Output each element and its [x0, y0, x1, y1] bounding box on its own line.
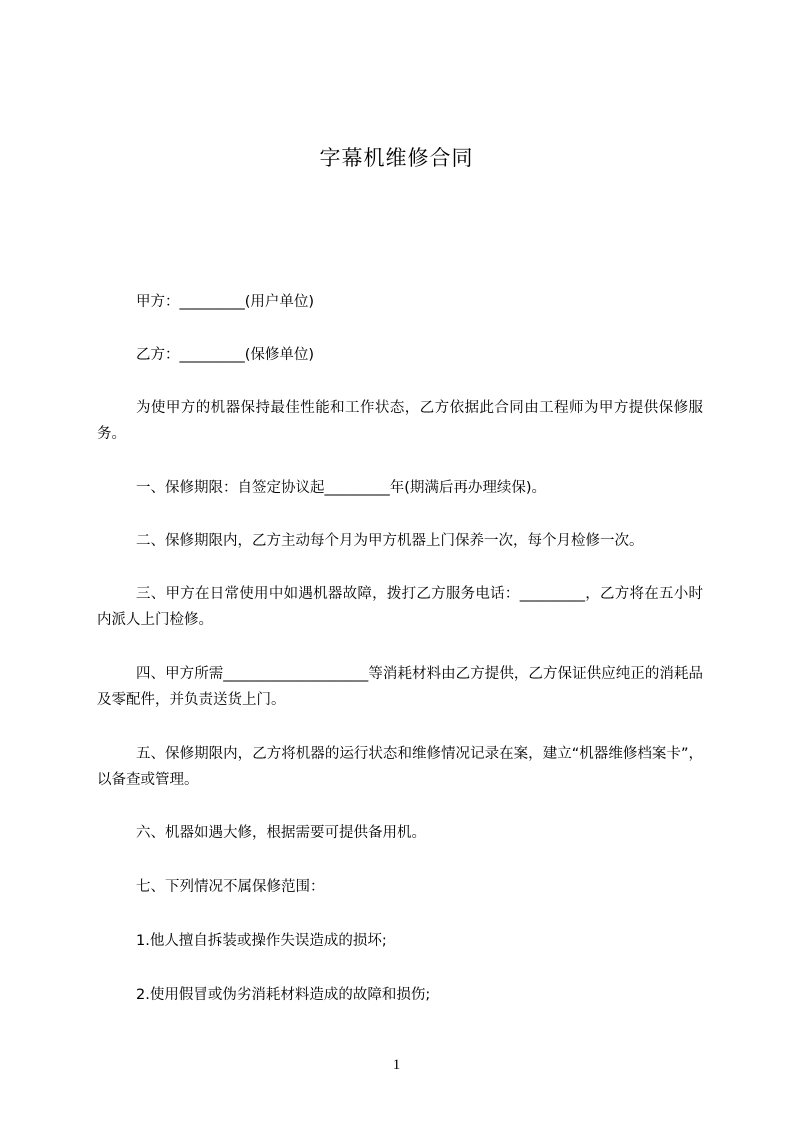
exclusion-item-1: 1.他人擅自拆装或操作失误造成的损坏;	[136, 933, 387, 949]
exclusion-item-2: 2.使用假冒或伪劣消耗材料造成的故障和损伤;	[136, 987, 431, 1003]
clause-5: 五、保修期限内，乙方将机器的运行状态和维修情况记录在案，建立“机器维修档案卡”，以备查或管理。	[97, 746, 703, 788]
party-a-line: 甲方：_________(用户单位)	[136, 294, 315, 310]
intro-paragraph: 为使甲方的机器保持最佳性能和工作状态，乙方依据此合同由工程师为甲方提供保修服务。	[97, 400, 703, 442]
clause-6: 六、机器如遇大修，根据需要可提供备用机。	[136, 825, 426, 841]
clause-4: 四、甲方所需____________________等消耗材料由乙方提供，乙方保证供应纯正的消耗品及零配件，并负责送货上门。	[97, 666, 703, 708]
party-b-line: 乙方：_________(保修单位)	[136, 347, 315, 363]
clause-3: 三、甲方在日常使用中如遇机器故障，拨打乙方服务电话：_________，乙方将在五小时内派人上门检修。	[97, 586, 703, 628]
clause-2: 二、保修期限内，乙方主动每个月为甲方机器上门保养一次，每个月检修一次。	[136, 533, 644, 549]
page-number: 1	[392, 1057, 401, 1073]
clause-7: 七、下列情况不属保修范围：	[136, 879, 325, 895]
clause-1: 一、保修期限：自签定协议起_________年(期满后再办理续保)。	[136, 480, 547, 496]
document-title: 字幕机维修合同	[319, 146, 474, 170]
